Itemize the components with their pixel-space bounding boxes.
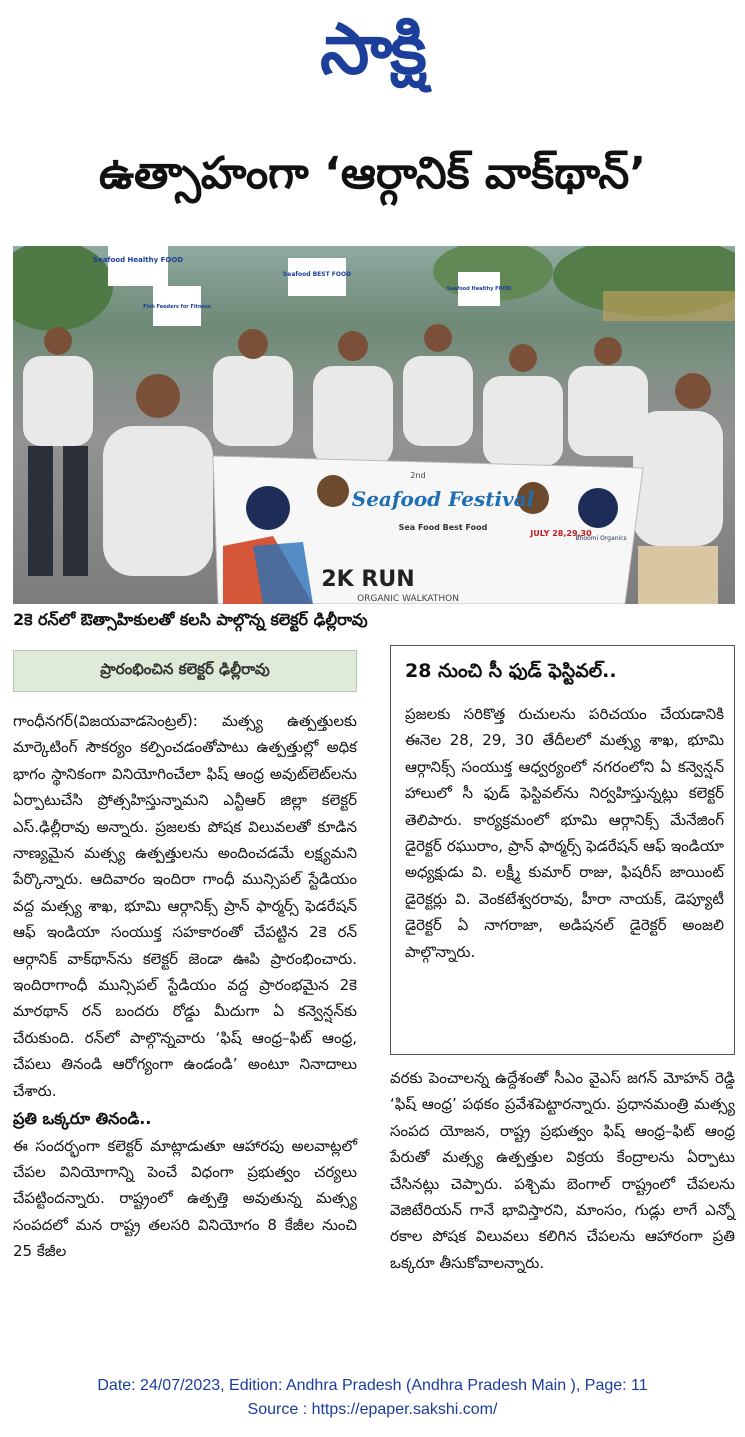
footer-date-line: Date: 24/07/2023, Edition: Andhra Pradesh (Andhra Pradesh Main ), Page: 11 — [97, 1377, 648, 1394]
headline: ఉత్సాహంగా ‘ఆర్గానిక్ వాక్‌థాన్’ — [98, 148, 647, 199]
banner-run-sub: ORGANIC WALKATHON — [357, 594, 459, 604]
box-title: 28 నుంచి సీ ఫుడ్ ఫెస్టివల్.. — [405, 660, 617, 682]
subhead-text: ప్రారంభించిన కలెక్టర్ ఢిల్లీరావు — [100, 660, 270, 678]
paragraph-1: గాంధీనగర్(విజయవాడసెంట్రల్): మత్స్య ఉత్పత్తులకు మార్కెటింగ్ సౌకర్యం కల్పించడంతోపాటు ఉత్పత్తుల్లో అధిక భాగం స్థానికంగా వినియోగించేలా ఫిష్ ఆంధ్ర అవుట్‌లెట్‌లను ఏర్పాటుచేసి ప్రోత్సహిస్తున్నామని ఎన్టీఆర్ జిల్లా కలెక్టర్ ఎస్.ఢిల్లీరావు అన్నారు. ప్రజలకు పోషక విలువలతో కూడిన నాణ్యమైన మత్స్య ఉత్పత్తులను అందించడమే లక్ష్యమని పేర్కొన్నారు. ఆదివారం ఇందిరా గాంధీ మున్సిపల్ స్టేడియం వద్ద మత్స్య శాఖ, భూమి ఆర్గానిక్స్ ప్రాన్ ఫార్మర్స్ ఫెడరేషన్ ఆఫ్ ఇండియా సంయుక్త సహకారంతో చేపట్టిన 2కె రన్ ఆర్గానిక్ వాక్‌థాన్‌ను కలెక్టర్ జెండా ఊపి ప్రారంభించారు. ఇందిరాగాంధీ మున్సిపల్ స్టేడియం వద్ద ప్రారంభమైన 2కె మారథాన్ రన్ బందరు రోడ్డు మీదుగా ఏ కన్వెన్షన్‌కు చేరుకుంది. రన్‌లో పాల్గొన్నవారు ‘ఫిష్ ఆంధ్ర–ఫిట్ ఆంధ్ర, చేపలు తినండి ఆరోగ్యంగా ఉండండి’ అంటూ నినాదాలు చేశారు. — [13, 712, 357, 1100]
left-column — [13, 708, 357, 1265]
sidebar-box — [390, 645, 735, 1055]
sign-2-text: Seafood BEST FOOD — [282, 271, 352, 278]
sign-4-text: Seafood Healthy FOOD — [446, 286, 512, 292]
subheading: ప్రతి ఒక్కరూ తినండి.. — [13, 1109, 152, 1129]
banner-tagline: Sea Food Best Food — [398, 523, 488, 532]
banner-run: 2K RUN — [321, 567, 415, 592]
walkathon-photo-illustration — [13, 246, 735, 604]
box-text: ప్రజలకు సరికొత్త రుచులను పరిచయం చేయడానికి ఈనెల 28, 29, 30 తేదీలలో మత్స్య శాఖ, భూమి ఆర్గానిక్స్ సంయుక్త ఆధ్వర్యంలో నగరంలోని ఏ కన్వెన్షన్ హాలులో సీ ఫుడ్ ఫెస్టివల్‌ను నిర్వహిస్తున్నట్లు కలెక్టర్ తెలిపారు. కార్యక్రమంలో భూమి ఆర్గానిక్స్ మేనేజింగ్ డైరెక్టర్ రఘురాం, ప్రాన్ ఫార్మర్స్ ఫెడరేషన్ ఆఫ్ ఇండియా అధ్యక్షుడు వి. లక్ష్మీ కుమార్ రాజు, ఫిషరీస్ జాయింట్ డైరెక్టర్లు వి. వెంకటేశ్వరరావు, హీరా నాయక్, డెప్యూటీ డైరెక్టర్ ఏ నాగరాజా, అడిషనల్ డైరెక్టర్ అంజలి పాల్గొన్నారు. — [405, 705, 724, 961]
sign-3-text: Fish Feeders for Fitness — [143, 304, 211, 310]
footer-source-line: Source : https://epaper.sakshi.com/ — [247, 1401, 498, 1418]
subhead-box — [13, 650, 357, 692]
banner-festival: Seafood Festival — [351, 487, 535, 511]
photo-caption: 2కె రన్‌లో ఔత్సాహికులతో కలసి పాల్గొన్న కలెక్టర్ ఢిల్లీరావు — [13, 610, 368, 629]
paragraph-2: ఈ సందర్భంగా కలెక్టర్ మాట్లాడుతూ ఆహారపు అలవాట్లలో చేపల వినియోగాన్ని పెంచే విధంగా ప్రభుత్వం చర్యలు చేపట్టిందన్నారు. రాష్ట్రంలో ఉత్పత్తి అవుతున్న మత్స్య సంపదలో మన రాష్ట్ర తలసరి వినియోగం 8 కేజీల నుంచి 25 కేజీల — [13, 1136, 357, 1261]
festival-banner — [213, 456, 643, 604]
footer — [0, 1374, 745, 1422]
right-column: వరకు పెంచాలన్న ఉద్దేశంతో సీఎం వైఎస్ జగన్ మోహన్ రెడ్డి ‘ఫిష్ ఆంధ్ర’ పథకం ప్రవేశపెట్టారన్నారు. ప్రధానమంత్రి మత్స్య సంపద యోజన, రాష్ట్ర ప్రభుత్వం ఫిష్ ఆంధ్ర–ఫిట్ ఆంధ్ర పేరుతో మత్స్య ఉత్పత్తుల విక్రయ కేంద్రాలను ఏర్పాటు చేసినట్లు చెప్పారు. పశ్చిమ బెంగాల్ రాష్ట్రంలో చేపలను వెజిటేరియన్ గానే భావిస్తారని, మాంసం, గుడ్లు లాగే ఎన్నో రకాల పోషక విలువలు కలిగిన చేపలను ఆహారంగా ప్రతి ఒక్కరూ తీసుకోవాలన్నారు. — [390, 1069, 735, 1272]
banner-dates: JULY 28,29,30 — [530, 529, 592, 538]
banner-sponsor: Bhoomi Organics — [575, 535, 627, 542]
masthead-logo: సాక్షి — [320, 8, 425, 90]
news-photo — [13, 246, 735, 604]
sign-1-text: Seafood Healthy FOOD — [92, 256, 184, 264]
banner-prefix: 2nd — [410, 471, 426, 480]
